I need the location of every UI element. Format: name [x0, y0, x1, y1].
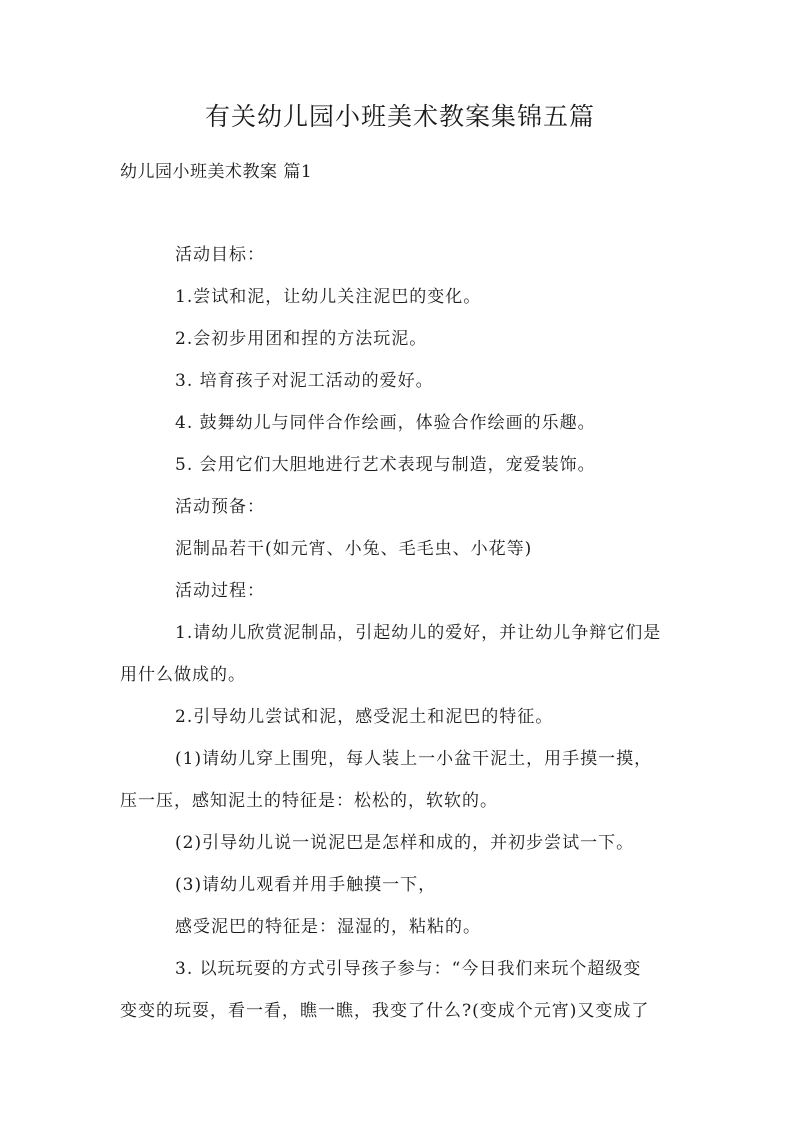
- paragraph-step-2-2: (2)引导幼儿说一说泥巴是怎样和成的，并初步尝试一下。: [175, 833, 635, 853]
- paragraph-step-2: 2.引导幼儿尝试和泥，感受泥土和泥巴的特征。: [175, 707, 554, 727]
- paragraph-process-heading: 活动过程：: [175, 581, 265, 601]
- paragraph-goal-5: 5. 会用它们大胆地进行艺术表现与制造，宠爱装饰。: [175, 455, 596, 475]
- paragraph-step-2-1-line-1: (1)请幼儿穿上围兜，每人装上一小盆干泥土，用手摸一摸，: [175, 749, 653, 769]
- paragraph-preparation-heading: 活动预备：: [175, 497, 265, 517]
- paragraph-step-3-line-1: 3. 以玩玩耍的方式引导孩子参与：“今日我们来玩个超级变: [175, 959, 642, 979]
- paragraph-step-2-3-line-2: 感受泥巴的特征是：湿湿的，粘粘的。: [175, 917, 481, 937]
- document-title: 有关幼儿园小班美术教案集锦五篇: [204, 102, 595, 131]
- paragraph-step-2-1-line-2: 压一压，感知泥土的特征是：松松的，软软的。: [120, 791, 498, 811]
- paragraph-step-1-line-1: 1.请幼儿欣赏泥制品，引起幼儿的爱好，并让幼儿争辩它们是: [175, 623, 662, 643]
- paragraph-preparation-materials: 泥制品若干(如元宵、小兔、毛毛虫、小花等): [175, 539, 533, 559]
- paragraph-step-1-line-2: 用什么做成的。: [120, 665, 246, 685]
- paragraph-goal-1: 1.尝试和泥，让幼儿关注泥巴的变化。: [175, 287, 482, 307]
- paragraph-step-2-3-line-1: (3)请幼儿观看并用手触摸一下，: [175, 875, 437, 895]
- paragraph-goal-4: 4. 鼓舞幼儿与同伴合作绘画，体验合作绘画的乐趣。: [175, 413, 596, 433]
- paragraph-goal-2: 2.会初步用团和捏的方法玩泥。: [175, 329, 428, 349]
- paragraph-goal-3: 3. 培育孩子对泥工活动的爱好。: [175, 371, 434, 391]
- paragraph-step-3-line-2: 变变的玩耍，看一看，瞧一瞧，我变了什么?(变成个元宵)又变成了: [120, 1001, 650, 1021]
- section-heading: 幼儿园小班美术教案 篇1: [120, 162, 313, 182]
- paragraph-activity-goals-heading: 活动目标：: [175, 245, 265, 265]
